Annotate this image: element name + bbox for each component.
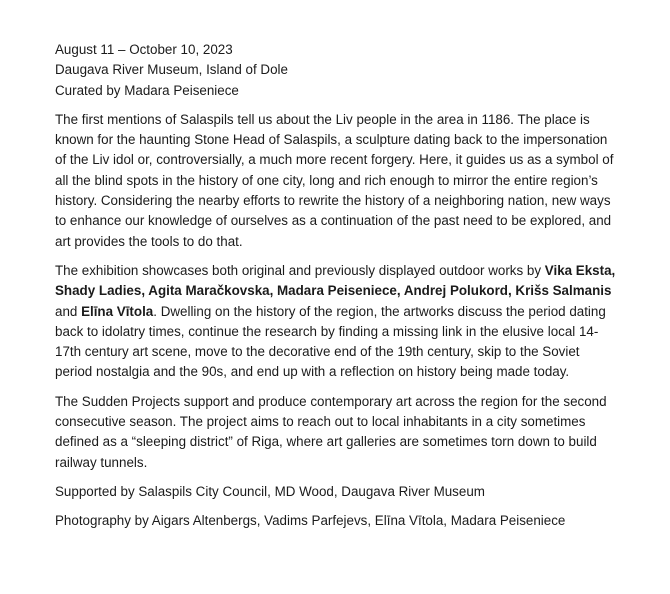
paragraph-text: and — [55, 303, 82, 319]
paragraph — [55, 110, 620, 252]
paragraph — [55, 261, 620, 383]
artist-names-bold: Vika Eksta, Shady Ladies, Agita Maračkovska, Madara Peiseniece, Andrej Polukord, Krišs Salmanis — [55, 262, 616, 299]
photography-credits-line: Photography by Aigars Altenbergs, Vadims Parfejevs, Elīna Vītola, Madara Peiseniece — [55, 513, 566, 529]
paragraph-text: The Sudden Projects support and produce contemporary art across the region for the second consecutive season. The project aims to reach out to local inhabitants in a city sometimes defined as a “sleeping district” of Riga, where art galleries are sometimes torn down to build railway tunnels. — [55, 393, 607, 470]
artist-names-bold: Elīna Vītola — [81, 303, 154, 319]
supported-by-line: Supported by Salaspils City Council, MD Wood, Daugava River Museum — [55, 483, 485, 499]
paragraph-text: The exhibition showcases both original and previously displayed outdoor works by — [55, 262, 545, 278]
paragraph — [55, 392, 620, 473]
exhibition-dates: August 11 – October 10, 2023 — [55, 42, 233, 57]
paragraph-text: The first mentions of Salaspils tell us about the Liv people in the area in 1186. The place is known for the haunting Stone Head of Salaspils, a sculpture dating back to the impersonation of the Liv idol or, controversially, a much more recent forgery. Here, it guides us as a symbol of all the blind spots in the history of one city, long and rich enough to mirror the entire region’s history. Considering the nearby efforts to rewrite the history of a neighboring nation, new ways to enhance our knowledge of ourselves as a continuation of the past need to be explored, and art provides the tools to do that. — [55, 111, 614, 249]
paragraph-text: . Dwelling on the history of the region, the artworks discuss the period dating back to idolatry times, continue the research by finding a missing link in the elusive local 14-17th century art scene, move to the decorative end of the 19th century, skip to the Soviet period nostalgia and the 90s, and end up with a reflection on history being made today. — [55, 303, 606, 380]
exhibition-header — [55, 40, 620, 101]
exhibition-curator: Curated by Madara Peiseniece — [55, 82, 239, 98]
exhibition-description — [55, 110, 620, 473]
exhibition-venue: Daugava River Museum, Island of Dole — [55, 62, 288, 78]
